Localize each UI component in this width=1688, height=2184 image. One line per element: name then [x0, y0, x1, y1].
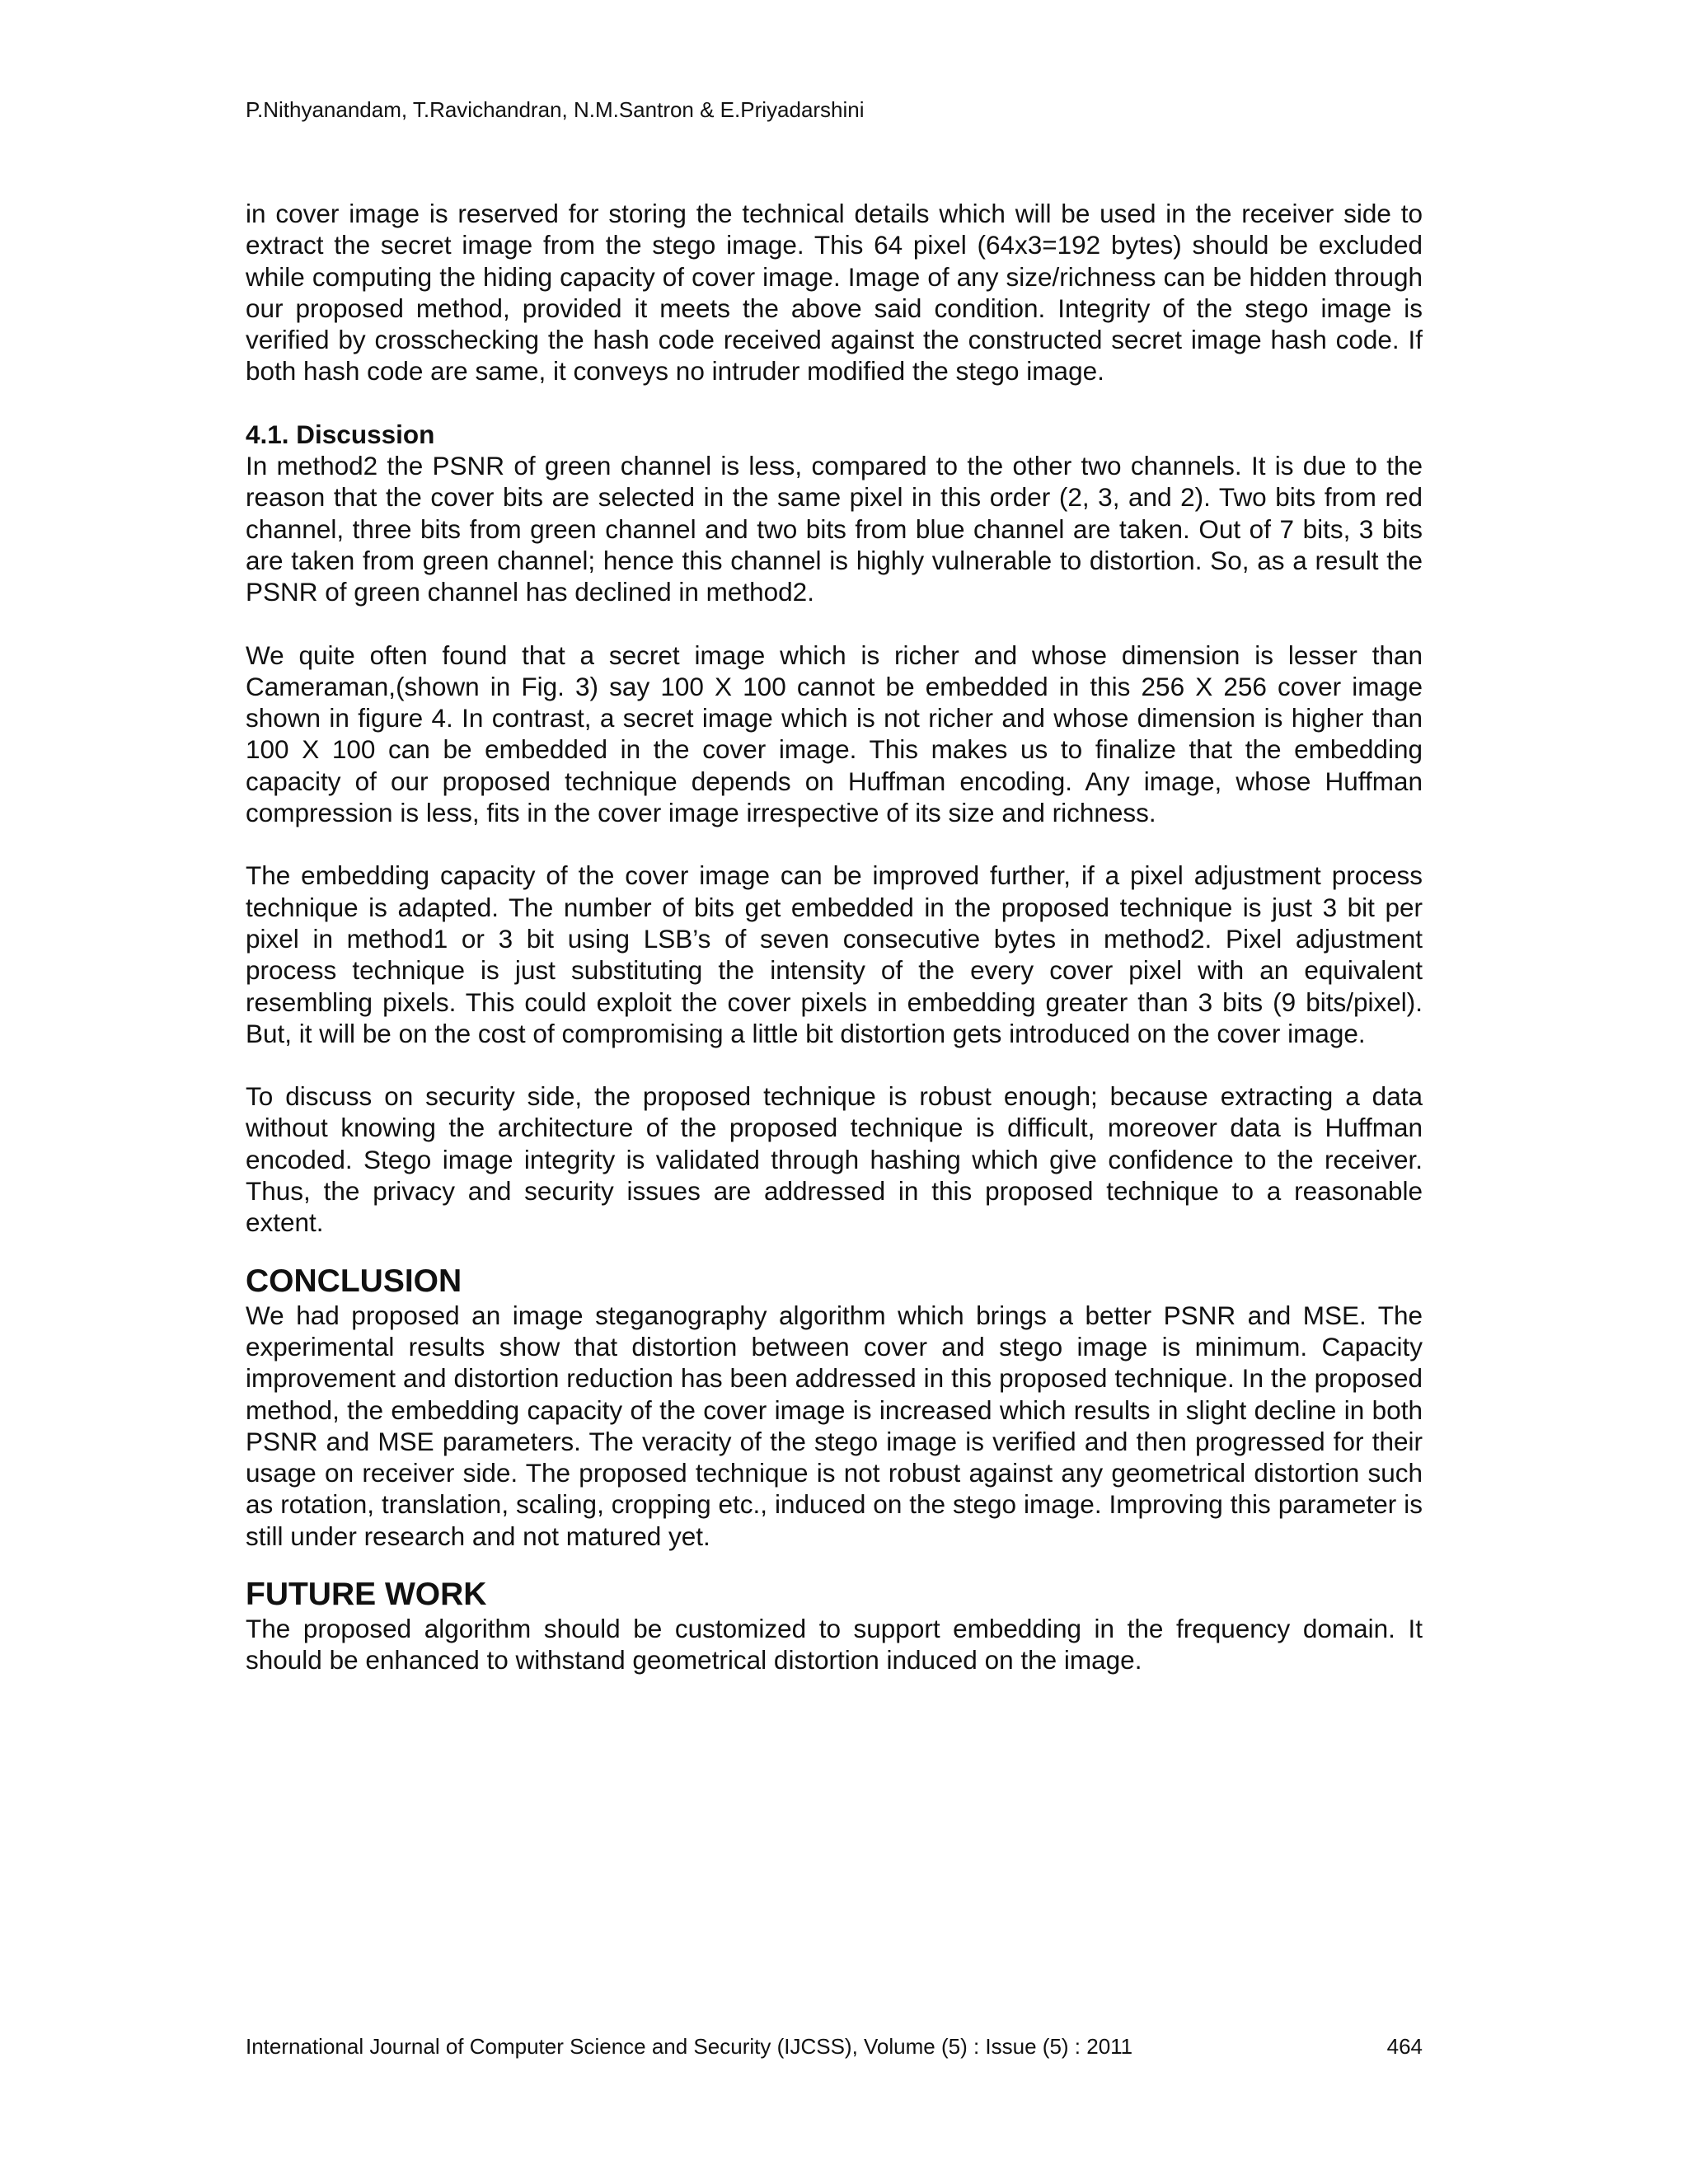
- conclusion-heading: CONCLUSION: [246, 1263, 462, 1299]
- footer-journal-citation: International Journal of Computer Science and Security (IJCSS), Volume (5) : Issue (5) : 2011: [246, 2034, 1133, 2059]
- discussion-paragraph-1: In method2 the PSNR of green channel is less, compared to the other two channels. It is due to the reason that the cover bits are selected in the same pixel in this order (2, 3, and 2). Two bits from red channel, three bits from green channel and two bits from blue channel are taken. Out of 7 bits, 3 bits are taken from green channel; hence this channel is highly vulnerable to distortion. So, as a result the PSNR of green channel has declined in method2.: [246, 451, 1423, 607]
- discussion-heading: 4.1. Discussion: [246, 419, 435, 449]
- intro-paragraph: in cover image is reserved for storing the technical details which will be used in the receiver side to extract the secret image from the stego image. This 64 pixel (64x3=192 bytes) should be excluded while computing the hiding capacity of cover image. Image of any size/richness can be hidden through our proposed method, provided it meets the above said condition. Integrity of the stego image is verified by crosschecking the hash code received against the constructed secret image hash code. If both hash code are same, it conveys no intruder modified the stego image.: [246, 199, 1423, 387]
- discussion-paragraph-3: The embedding capacity of the cover image can be improved further, if a pixel adjustment process technique is adapted. The number of bits get embedded in the proposed technique is just 3 bit per pixel in method1 or 3 bit using LSB’s of seven consecutive bytes in method2. Pixel adjustment process technique is just substituting the intensity of the every cover pixel with an equivalent resembling pixels. This could exploit the cover pixels in embedding greater than 3 bits (9 bits/pixel). But, it will be on the cost of compromising a little bit distortion gets introduced on the cover image.: [246, 860, 1423, 1048]
- discussion-paragraph-4: To discuss on security side, the proposed technique is robust enough; because extracting a data without knowing the architecture of the proposed technique is difficult, moreover data is Huffman encoded. Stego image integrity is validated through hashing which give confidence to the receiver. Thus, the privacy and security issues are addressed in this proposed technique to a reasonable extent.: [246, 1081, 1423, 1238]
- page-body: [246, 198, 1423, 1708]
- discussion-paragraph-2: We quite often found that a secret image which is richer and whose dimension is lesser than Cameraman,(shown in Fig. 3) say 100 X 100 cannot be embedded in this 256 X 256 cover image shown in figure 4. In contrast, a secret image which is not richer and whose dimension is higher than 100 X 100 can be embedded in the cover image. This makes us to finalize that the embedding capacity of our proposed technique depends on Huffman encoding. Any image, whose Huffman compression is less, fits in the cover image irrespective of its size and richness.: [246, 640, 1423, 828]
- future-work-heading: FUTURE WORK: [246, 1576, 487, 1612]
- running-header-authors: P.Nithyanandam, T.Ravichandran, N.M.Santron & E.Priyadarshini: [246, 97, 865, 122]
- future-work-paragraph: The proposed algorithm should be customized to support embedding in the frequency domain. It should be enhanced to withstand geometrical distortion induced on the image.: [246, 1613, 1423, 1675]
- conclusion-paragraph: We had proposed an image steganography algorithm which brings a better PSNR and MSE. The experimental results show that distortion between cover and stego image is minimum. Capacity improvement and distortion reduction has been addressed in this proposed technique. In the proposed method, the embedding capacity of the cover image is increased which results in slight decline in both PSNR and MSE parameters. The veracity of the stego image is verified and then progressed for their usage on receiver side. The proposed technique is not robust against any geometrical distortion such as rotation, translation, scaling, cropping etc., induced on the stego image. Improving this parameter is still under research and not matured yet.: [246, 1300, 1423, 1551]
- footer-page-number: 464: [1386, 2034, 1423, 2059]
